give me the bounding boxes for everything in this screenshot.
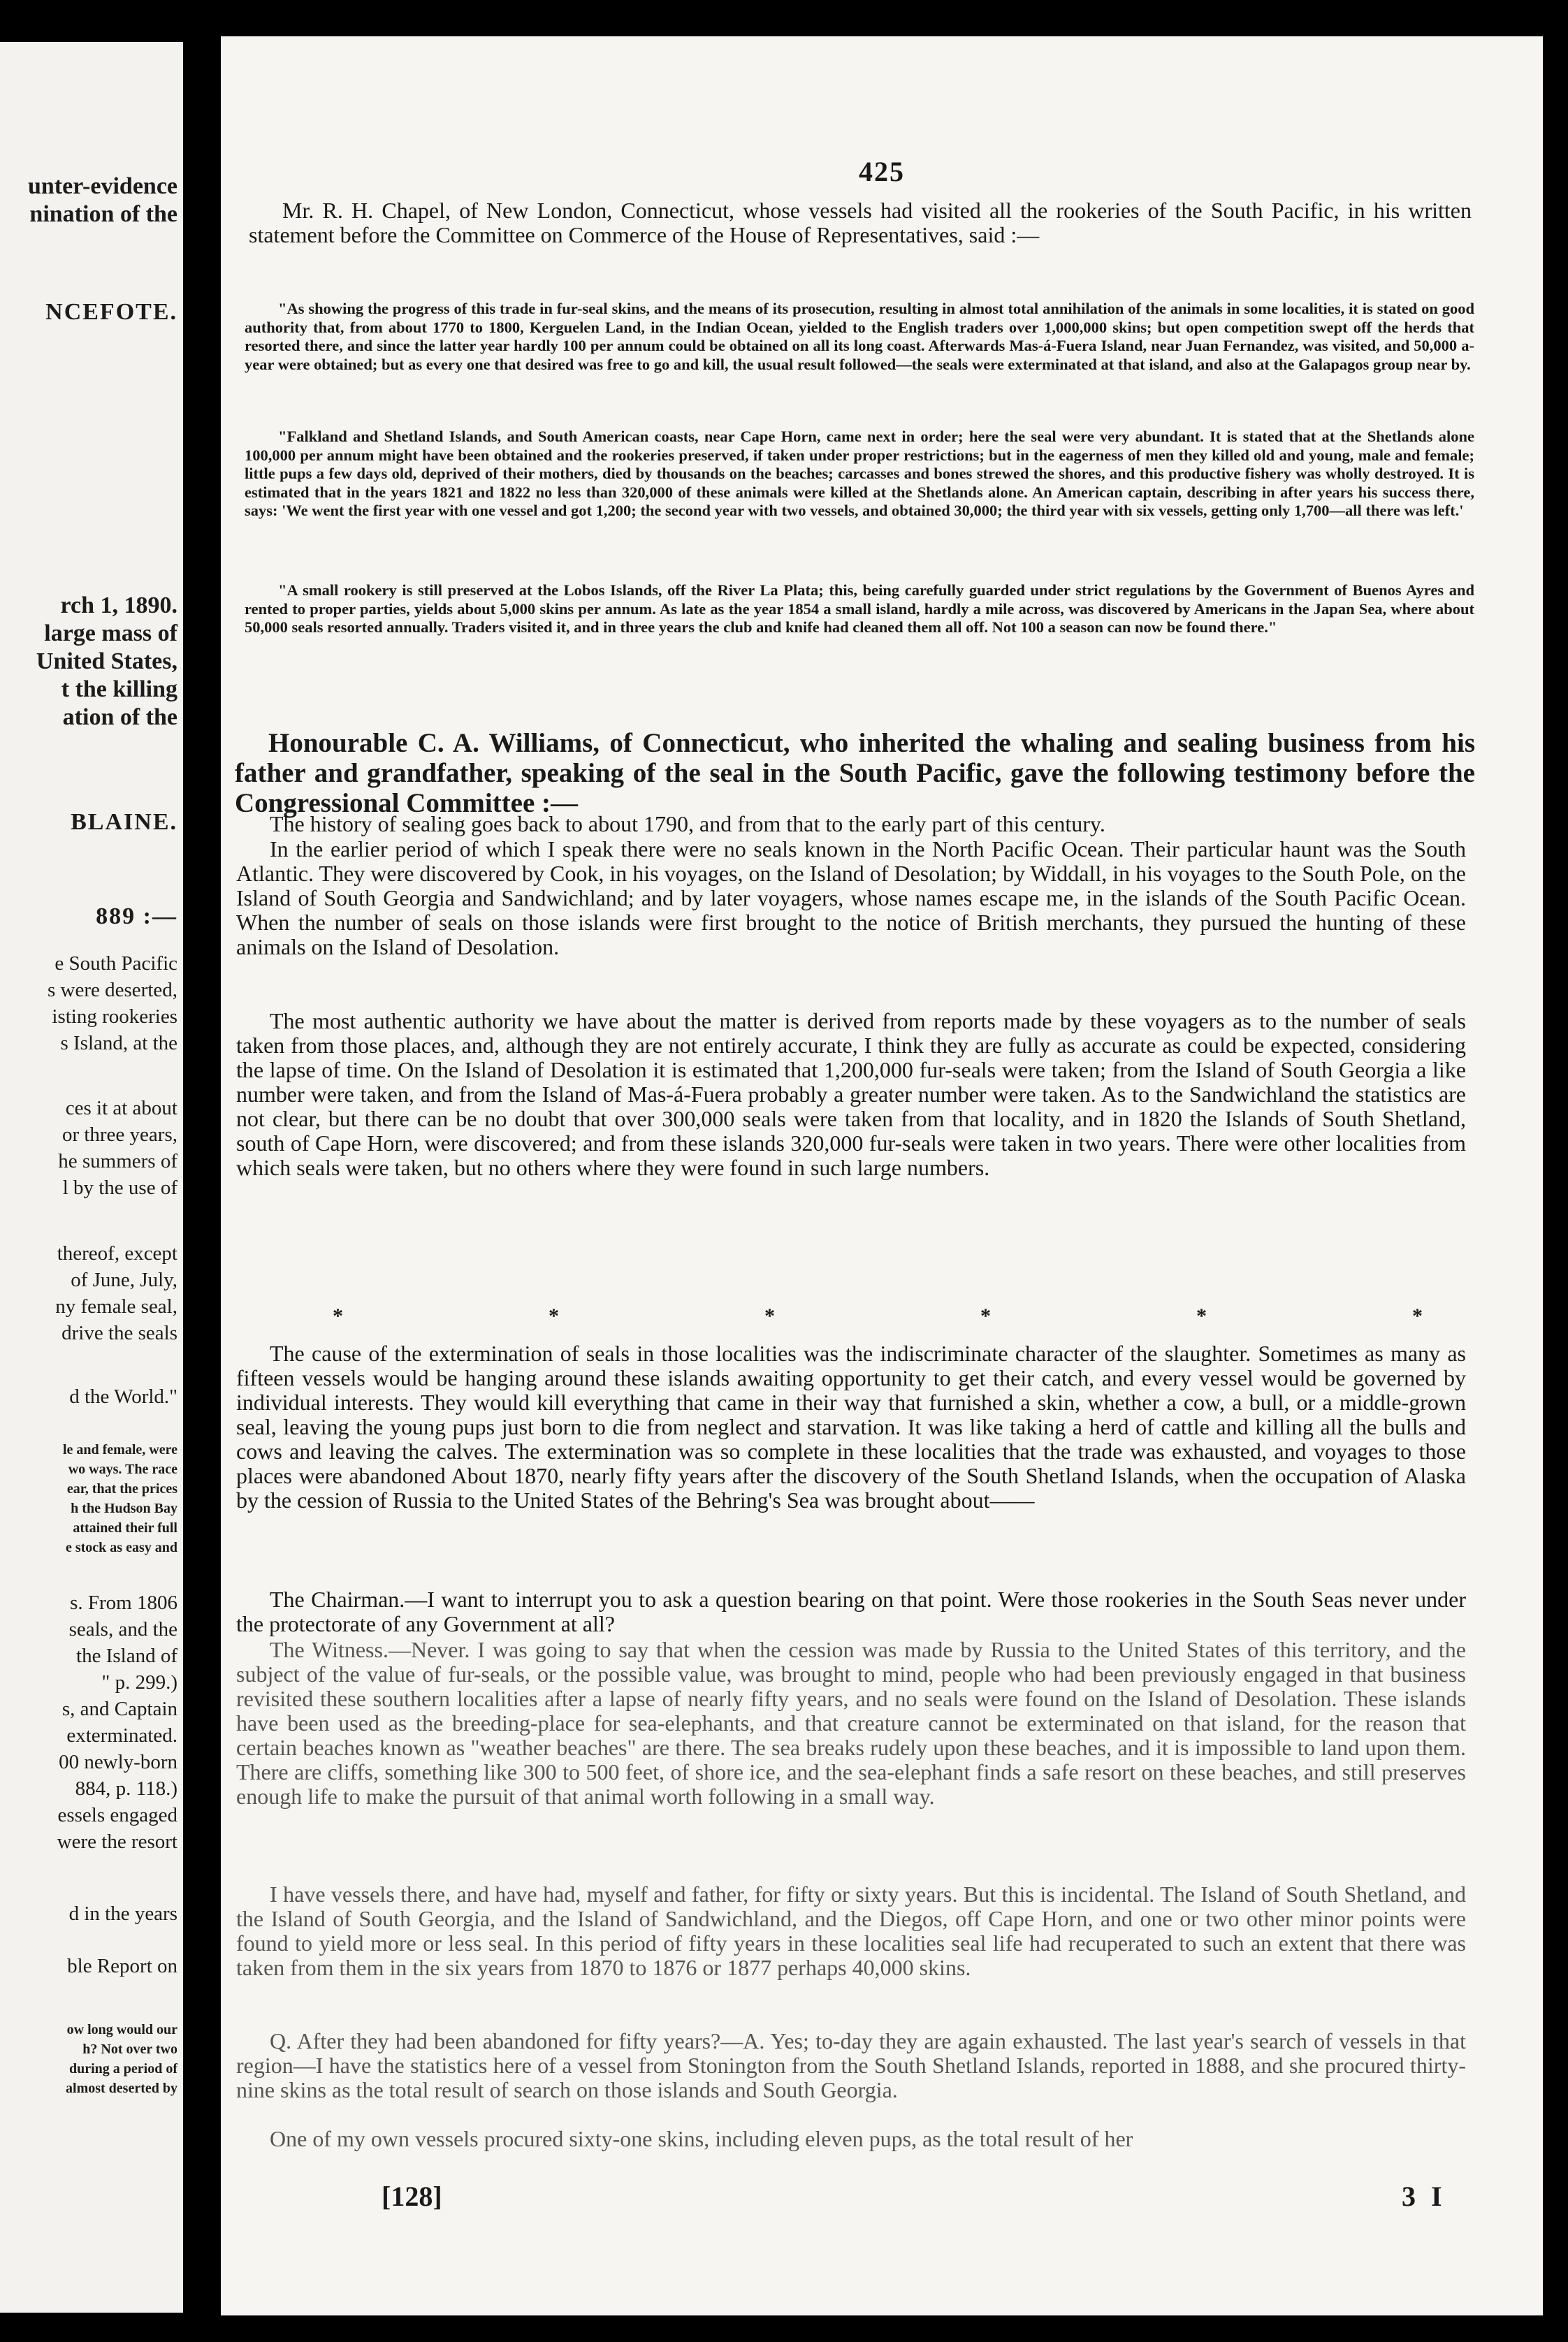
left-page-fragment: e stock as easy and	[65, 1540, 177, 1555]
testimony-paragraph-2: In the earlier period of which I speak there were no seals known in the North Pacific Ocean. Their particular haunt was the South Atlantic. They were discovered by Cook, in his voyages, on the Island of Desolation; by Widdall, in his voyages to the South Pole, on the Island of South Georgia and Sandwichland; and by later voyagers, whose names escape me, in the islands of the South Pacific Ocean. When the number of seals on those islands were first brought to the notice of British merchants, they pursued the hunting of these animals on the Island of Desolation.	[236, 836, 1466, 959]
left-page-fragment: or three years,	[61, 1123, 177, 1146]
testimony-paragraph-1: The history of sealing goes back to about 1790, and from that to the early part of this century.	[270, 811, 1105, 836]
star: *	[1412, 1304, 1423, 1328]
testimony-paragraph-4: The cause of the extermination of seals in those localities was the indiscriminate character of the slaughter. Sometimes as many as fifteen vessels would be hanging around these islands awaiting opportunity to get their catch, and every vessel would be governed by individual interests. They would kill everything that came in their way that furnished a skin, whether a cow, a bull, or a middle-grown seal, leaving the young pups just born to die from neglect and starvation. It was like taking a herd of cattle and killing all the bulls and cows and leaving the calves. The extermination was so complete in these localities that the trade was exhausted, and voyages to those places were abandoned About 1870, nearly fifty years after the discovery of the South Shetland Islands, when the occupation of Alaska by the cession of Russia to the United States of the Behring's Sea was brought about——	[236, 1341, 1466, 1513]
left-page-fragment: of June, July,	[71, 1269, 177, 1291]
left-page-fragment: h the Hudson Bay	[71, 1501, 177, 1516]
footer-sheet-number: 3 I	[1402, 2181, 1446, 2212]
left-page-fragment: le and female, were	[62, 1442, 177, 1457]
left-page-fragment: " p. 299.)	[101, 1671, 177, 1694]
left-page-fragment: 884, p. 118.)	[75, 1777, 177, 1800]
left-page-fragment: large mass of	[44, 620, 177, 646]
page-gutter	[183, 0, 196, 2342]
left-page-fragment: s, and Captain	[61, 1698, 177, 1720]
left-page-fragment: during a period of	[68, 2061, 177, 2076]
left-page-fragment: s Island, at the	[60, 1032, 177, 1054]
left-page-fragment: e South Pacific	[55, 952, 177, 975]
left-page-fragment: s. From 1806	[70, 1592, 177, 1614]
left-page-fragment: t the killing	[61, 676, 177, 702]
star: *	[549, 1304, 559, 1328]
left-page-fragment: unter-evidence	[27, 173, 177, 199]
intro-paragraph: Mr. R. H. Chapel, of New London, Connecticut, whose vessels had visited all the rookeries of the South Pacific, in his written statement before the Committee on Commerce of the House of Representatives, said :—	[249, 198, 1472, 247]
testimony-paragraph-9: One of my own vessels procured sixty-one skins, including eleven pups, as the total result of her	[270, 2126, 1133, 2151]
main-page	[221, 36, 1543, 2315]
testimony-paragraph-7: I have vessels there, and have had, myself and father, for fifty or sixty years. But this is incidental. The Island of South Shetland, and the Island of South Georgia, and the Island of Sandwichland, and the Diegos, off Cape Horn, and one or two other minor points were found to yield more or less seal. In this period of fifty years in these localities seal life had recuperated to such an extent that there was taken from them in the six years from 1870 to 1876 or 1877 perhaps 40,000 skins.	[236, 1882, 1466, 1980]
left-page-fragment: ble Report on	[67, 1955, 177, 1977]
left-page-fragment: 00 newly-born	[59, 1751, 177, 1773]
left-page-fragment: were the resort	[57, 1831, 177, 1853]
left-page-fragment: drive the seals	[61, 1322, 177, 1344]
quote-paragraph-2: "Falkland and Shetland Islands, and South American coasts, near Cape Horn, came next in order; here the seal were very abundant. It is stated that at the Shetlands alone 100,000 per annum might have been obtained and the rookeries preserved, if taken under proper restrictions; but in the eagerness of men they killed old and young, male and female; little pups a few days old, deprived of their mothers, died by thousands on the beaches; carcasses and bones strewed the shores, and this productive fishery was wholly destroyed. It is estimated that in the years 1821 and 1822 no less than 320,000 of these animals were killed at the Shetlands alone. An American captain, describing in after years his success there, says: 'We went the first year with one vessel and got 1,200; the second year with two vessels, and obtained 30,000; the third year with six vessels, getting only 1,700—all there was left.'	[245, 428, 1474, 519]
left-page-fragment: United States,	[36, 648, 177, 674]
testimony-paragraph-3: The most authentic authority we have about the matter is derived from reports made by these voyagers as to the number of seals taken from those places, and, although they are not entirely accurate, I think they are fully as accurate as could be expected, considering the lapse of time. On the Island of Desolation it is estimated that 1,200,000 fur-seals were taken; from the Island of South Georgia a like number were taken, and from the Island of Mas-á-Fuera probably a greater number were taken. As to the Sandwichland the statistics are not clear, but there can be no doubt that over 300,000 seals were taken from that locality, and in 1820 the Islands of South Shetland, south of Cape Horn, were discovered; and from these islands 320,000 fur-seals were taken in two years. There were other localities from which seals were taken, but no others where they were found in such large numbers.	[236, 1008, 1466, 1180]
left-page-fragment: d the World."	[69, 1385, 177, 1408]
left-facing-page	[0, 42, 183, 2313]
star: *	[764, 1304, 775, 1328]
left-page-fragment: essels engaged	[57, 1804, 177, 1826]
left-page-fragment: NCEFOTE.	[45, 299, 177, 325]
section-break-stars	[333, 1304, 1423, 1328]
left-page-fragment: s were deserted,	[48, 979, 177, 1001]
quote-paragraph-3: "A small rookery is still preserved at the Lobos Islands, off the River La Plata; this, being carefully guarded under strict regulations by the Government of Buenos Ayres and rented to proper parties, yields about 5,000 skins per annum. As late as the year 1854 a small island, hardly a mile across, was discovered by Americans in the Japan Sea, where about 50,000 seals resorted annually. Traders visited it, and in three years the club and knife had cleaned them all off. Not 100 a season can now be found there."	[245, 581, 1474, 636]
left-page-fragment: ny female seal,	[55, 1295, 177, 1318]
star: *	[980, 1304, 991, 1328]
left-page-fragment: BLAINE.	[71, 809, 177, 835]
left-page-fragment: l by the use of	[62, 1177, 177, 1199]
left-page-fragment: ces it at about	[65, 1097, 177, 1119]
left-page-fragment: nination of the	[29, 201, 177, 227]
star: *	[1196, 1304, 1207, 1328]
star: *	[333, 1304, 343, 1328]
page-number: 425	[859, 156, 905, 187]
left-page-fragment: he summers of	[58, 1150, 177, 1172]
left-page-fragment: d in the years	[68, 1903, 177, 1925]
left-page-fragment: rch 1, 1890.	[60, 592, 177, 618]
page-content	[221, 36, 1543, 2315]
left-page-fragment: ear, that the prices	[66, 1481, 177, 1497]
testimony-paragraph-8: Q. After they had been abandoned for fifty years?—A. Yes; to-day they are again exhausted. The last year's search of vessels in that region—I have the statistics here of a vessel from Stonington from the South Shetland Islands, reported in 1888, and she procured thirty-nine skins as the total result of search on those islands and South Georgia.	[236, 2028, 1466, 2102]
footer-signature-mark: [128]	[382, 2181, 442, 2212]
left-page-fragment: ation of the	[62, 704, 177, 730]
left-page-fragment: h? Not over two	[82, 2042, 177, 2057]
left-page-fragment: almost deserted by	[66, 2081, 177, 2096]
quote-paragraph-1: "As showing the progress of this trade in fur-seal skins, and the means of its prosecution, resulting in almost total annihilation of the animals in some localities, it is stated on good authority that, from about 1770 to 1800, Kerguelen Land, in the Indian Ocean, yielded to the English traders over 1,000,000 skins; but open competition swept off the herds that resorted there, and since the latter year hardly 100 per annum could be obtained on all its long coast. Afterwards Mas-á-Fuera Island, near Juan Fernandez, was visited, and 50,000 a-year were obtained; but as every one that desired was free to go and kill, the usual result followed—the seals were exterminated at that island, and also at the Galapagos group near by.	[245, 300, 1474, 373]
left-page-fragment: 889 :—	[96, 903, 177, 929]
testimony-heading: Honourable C. A. Williams, of Connecticut, who inherited the whaling and sealing business from his father and grandfather, speaking of the seal in the South Pacific, gave the following testimony before the Congressional Committee :—	[235, 728, 1475, 818]
left-page-fragment: the Island of	[76, 1645, 177, 1667]
left-page-fragment: exterminated.	[66, 1724, 177, 1747]
left-page-fragment: thereof, except	[57, 1242, 177, 1265]
left-page-fragment: attained their full	[73, 1520, 177, 1536]
left-page-fragment: seals, and the	[68, 1618, 177, 1641]
chairman-question: The Chairman.—I want to interrupt you to ask a question bearing on that point. Were those rookeries in the South Seas never under the protectorate of any Government at all?	[236, 1587, 1466, 1636]
left-page-fragment: isting rookeries	[52, 1005, 177, 1028]
witness-answer: The Witness.—Never. I was going to say that when the cession was made by Russia to the United States of this territory, and the subject of the value of fur-seals, or the possible value, was brought to mind, people who had been previously engaged in that business revisited these southern localities after a lapse of nearly fifty years, and no seals were found on the Island of Desolation. These islands have been used as the breeding-place for sea-elephants, and that creature cannot be exterminated on that island, for the reason that certain beaches known as "weather beaches" are there. The sea breaks rudely upon these beaches, and it is impossible to land upon them. There are cliffs, something like 300 to 500 feet, of shore ice, and the sea-elephant finds a safe resort on these beaches, and still preserves enough life to make the pursuit of that animal worth following in a small way.	[236, 1637, 1466, 1809]
left-page-fragment: ow long would our	[66, 2022, 177, 2037]
left-page-fragment: wo ways. The race	[68, 1462, 177, 1477]
